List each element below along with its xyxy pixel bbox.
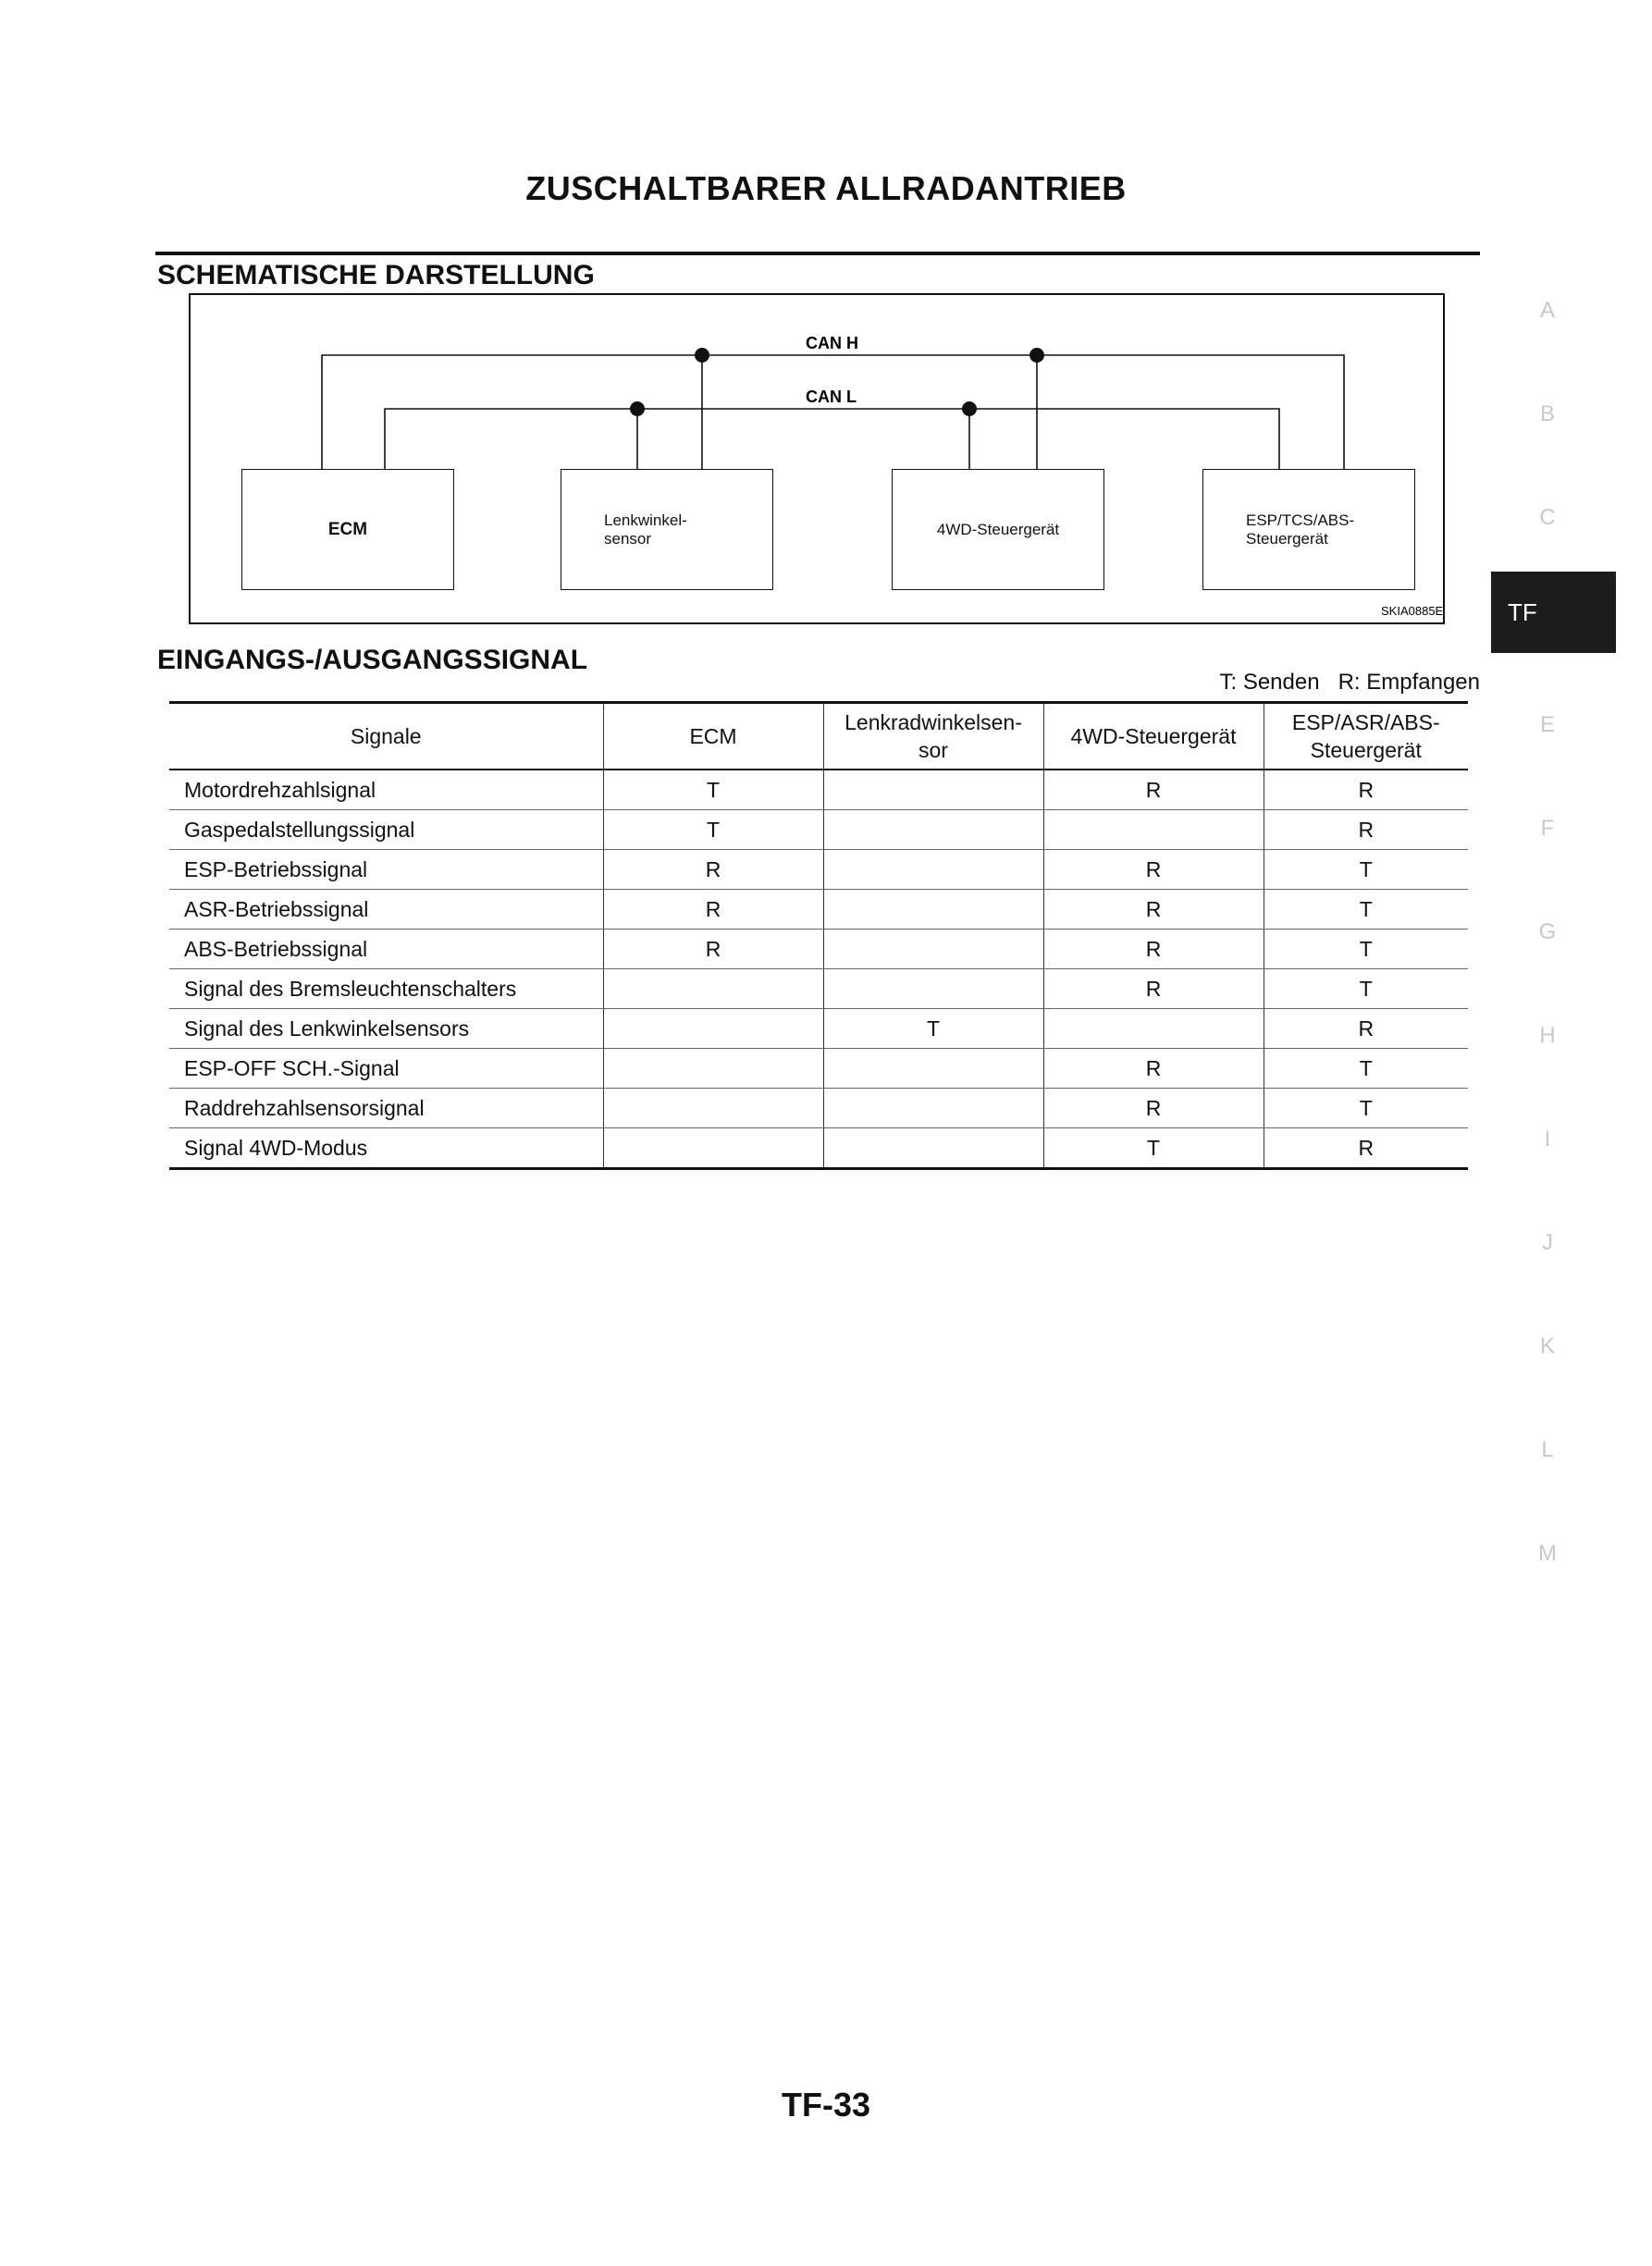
signal-direction-cell: R — [1264, 1009, 1468, 1049]
can-h-line — [322, 355, 1344, 469]
table-row — [169, 850, 1468, 890]
signal-direction-cell: R — [1264, 770, 1468, 810]
signal-direction-cell: T — [1264, 969, 1468, 1009]
schematic-heading: SCHEMATISCHE DARSTELLUNG — [157, 260, 595, 290]
header-esp-asr-abs: ESP/ASR/ABS- Steuergerät — [1264, 703, 1468, 770]
signal-direction-cell — [823, 850, 1043, 890]
can-l-label: CAN L — [806, 388, 857, 406]
module-lenkwinkelsensor — [561, 469, 773, 590]
page-title: ZUSCHALTBARER ALLRADANTRIEB — [525, 169, 1127, 207]
table-row — [169, 1049, 1468, 1089]
can-l-junction — [630, 401, 645, 416]
side-index-letter[interactable]: F — [1540, 816, 1555, 841]
signal-name-cell: Motordrehzahlsignal — [169, 770, 603, 810]
signal-direction-cell — [823, 1049, 1043, 1089]
signal-direction-cell: T — [1264, 1089, 1468, 1128]
module-4wd-steuergeraet — [892, 469, 1104, 590]
can-h-junction — [695, 348, 709, 363]
signal-direction-cell — [603, 969, 823, 1009]
signal-name-cell: Gaspedalstellungssignal — [169, 810, 603, 850]
signal-direction-cell — [823, 890, 1043, 930]
signal-direction-cell: R — [1264, 1128, 1468, 1169]
table-row — [169, 1089, 1468, 1128]
signal-direction-cell: R — [1043, 850, 1264, 890]
signal-direction-cell: R — [603, 890, 823, 930]
side-index-letter[interactable]: J — [1542, 1230, 1553, 1255]
signal-name-cell: ABS-Betriebssignal — [169, 930, 603, 969]
table-row — [169, 810, 1468, 850]
module-ecm — [241, 469, 454, 590]
signal-direction-cell — [1043, 810, 1264, 850]
signal-direction-cell — [823, 1128, 1043, 1169]
legend: T: Senden R: Empfangen — [1219, 670, 1480, 695]
signal-name-cell: Signal des Bremsleuchtenschalters — [169, 969, 603, 1009]
table-row — [169, 890, 1468, 930]
signal-direction-cell: R — [1264, 810, 1468, 850]
signal-direction-cell: R — [1043, 1049, 1264, 1089]
signal-direction-cell — [823, 1089, 1043, 1128]
schematic-diagram — [189, 293, 1445, 624]
side-index-letter[interactable]: I — [1544, 1127, 1551, 1151]
side-index-letter[interactable]: K — [1539, 1334, 1555, 1359]
module-label: ECM — [327, 519, 368, 539]
signal-direction-cell: T — [1264, 930, 1468, 969]
table-row — [169, 1128, 1468, 1169]
side-index-letter[interactable]: L — [1541, 1437, 1554, 1462]
signal-direction-cell: R — [1043, 969, 1264, 1009]
signal-name-cell: ASR-Betriebssignal — [169, 890, 603, 930]
active-section-tab[interactable]: TF — [1491, 572, 1616, 653]
io-heading: EINGANGS-/AUSGANGSSIGNAL — [157, 645, 588, 675]
signal-direction-cell — [603, 1089, 823, 1128]
signal-name-cell: Signal 4WD-Modus — [169, 1128, 603, 1169]
side-index-letter[interactable]: E — [1539, 712, 1555, 737]
side-index-letter[interactable]: A — [1539, 298, 1555, 323]
signal-name-cell: Signal des Lenkwinkelsensors — [169, 1009, 603, 1049]
side-index-letter[interactable]: B — [1539, 401, 1555, 426]
can-l-junction — [962, 401, 977, 416]
signal-direction-cell — [603, 1128, 823, 1169]
signal-name-cell: ESP-OFF SCH.-Signal — [169, 1049, 603, 1089]
table-row — [169, 930, 1468, 969]
side-index-letter[interactable]: G — [1538, 919, 1557, 944]
table-header-row — [169, 703, 1468, 770]
signal-direction-cell: R — [1043, 930, 1264, 969]
module-label: Lenkwinkel- sensor — [604, 511, 687, 548]
signal-direction-cell: T — [1264, 1049, 1468, 1089]
page-number: TF-33 — [781, 2086, 870, 2124]
header-ecm: ECM — [603, 703, 823, 770]
table-body — [169, 770, 1468, 1169]
signal-direction-cell: T — [1264, 890, 1468, 930]
signal-direction-cell — [823, 969, 1043, 1009]
signal-direction-cell — [1043, 1009, 1264, 1049]
module-label: 4WD-Steuergerät — [936, 520, 1060, 538]
side-index-letter[interactable]: H — [1539, 1023, 1556, 1048]
signal-direction-cell: R — [603, 850, 823, 890]
signal-direction-cell: T — [1043, 1128, 1264, 1169]
signal-direction-cell — [603, 1049, 823, 1089]
can-l-line — [385, 409, 1279, 469]
module-esp-tcs-abs — [1202, 469, 1415, 590]
table-row — [169, 1009, 1468, 1049]
can-h-junction — [1029, 348, 1044, 363]
signal-direction-cell: R — [603, 930, 823, 969]
side-index-letter[interactable]: C — [1539, 505, 1556, 530]
table-row — [169, 770, 1468, 810]
side-index-letter[interactable]: M — [1538, 1541, 1557, 1566]
signal-direction-cell: R — [1043, 890, 1264, 930]
signal-direction-cell — [823, 810, 1043, 850]
signal-direction-cell: T — [603, 770, 823, 810]
signal-direction-cell — [823, 770, 1043, 810]
signal-name-cell: Raddrehzahlsensorsignal — [169, 1089, 603, 1128]
signal-direction-cell: T — [603, 810, 823, 850]
signal-direction-cell: T — [823, 1009, 1043, 1049]
figure-code: SKIA0885E — [1381, 604, 1444, 618]
table-row — [169, 969, 1468, 1009]
signal-direction-cell — [603, 1009, 823, 1049]
header-4wd-steuergeraet: 4WD-Steuergerät — [1043, 703, 1264, 770]
can-h-label: CAN H — [806, 334, 858, 352]
signal-direction-cell: R — [1043, 770, 1264, 810]
header-signale: Signale — [169, 703, 603, 770]
module-label: ESP/TCS/ABS- Steuergerät — [1246, 511, 1355, 548]
signal-table — [169, 701, 1468, 1170]
signal-name-cell: ESP-Betriebssignal — [169, 850, 603, 890]
header-rule — [155, 252, 1480, 255]
signal-direction-cell — [823, 930, 1043, 969]
signal-direction-cell: R — [1043, 1089, 1264, 1128]
signal-direction-cell: T — [1264, 850, 1468, 890]
header-lenkradwinkelsensor: Lenkradwinkelsen- sor — [823, 703, 1043, 770]
